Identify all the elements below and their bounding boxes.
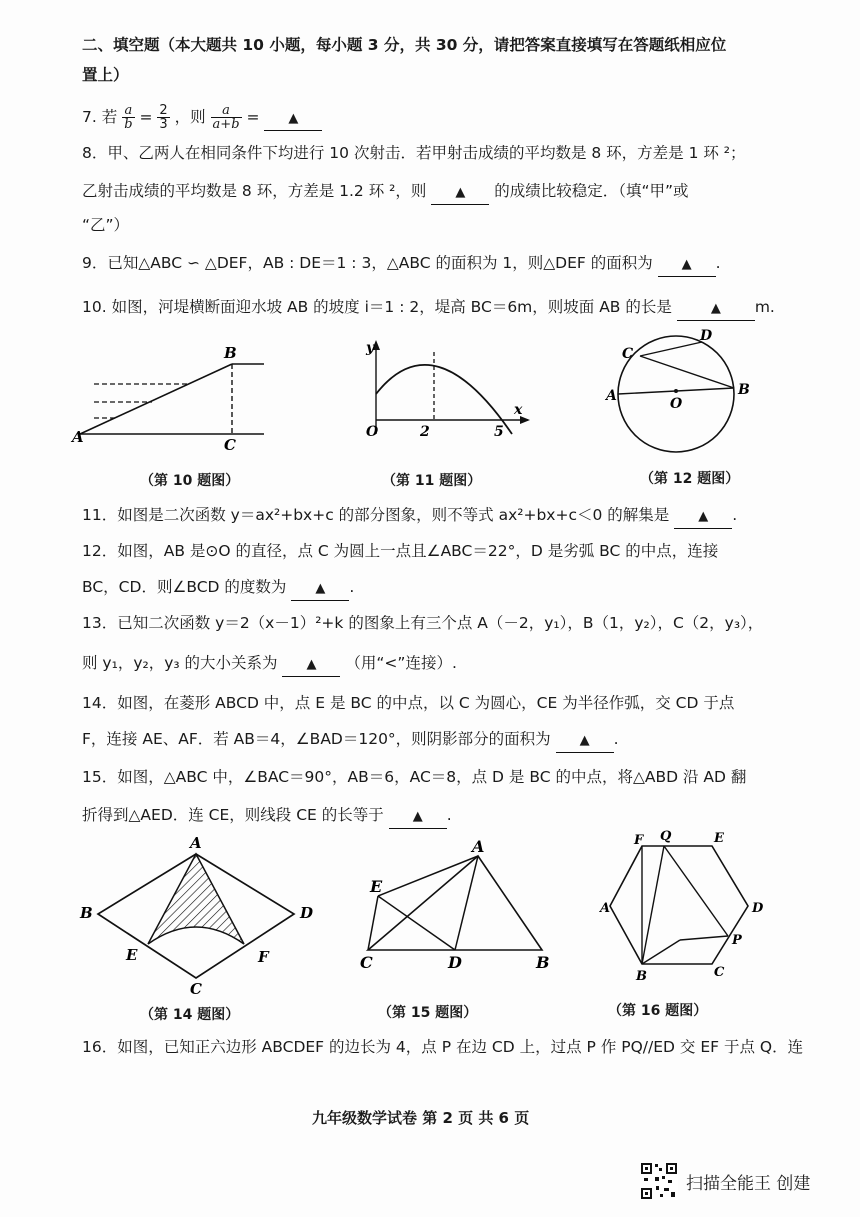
label-B: B	[536, 953, 550, 972]
label-y: y	[366, 340, 375, 356]
section-heading-cont: 置上）	[82, 66, 129, 84]
answer-blank-10: ▲	[677, 296, 755, 321]
figure-10-embankment	[72, 338, 272, 453]
fraction-a-over-ab: $\frac{a}{a+b}$	[212, 103, 240, 132]
caption-figure-10: （第 10 题图）	[140, 473, 240, 489]
label-Q: Q	[660, 829, 672, 844]
answer-blank-14: ▲	[556, 728, 614, 753]
label-E: E	[370, 877, 383, 896]
label-F: F	[258, 948, 269, 966]
fraction-2-over-3: $\frac{2}{3}$	[159, 103, 168, 132]
label-A: A	[472, 837, 485, 856]
label-A: A	[606, 388, 617, 404]
figure-16-hexagon	[600, 826, 770, 984]
question-8-line-2: 乙射击成绩的平均数是 8 环，方差是 1.2 环 ²，则 ▲ 的成绩比较稳定．（填“甲”或	[82, 180, 689, 205]
label-E: E	[126, 946, 138, 964]
question-8-line-1: 8．甲、乙两人在相同条件下均进行 10 次射击．若甲射击成绩的平均数是 8 环，方差是 1 环 ²；	[82, 144, 746, 162]
caption-figure-11: （第 11 题图）	[382, 473, 482, 489]
question-13-line-2: 则 y₁，y₂，y₃ 的大小关系为 ▲ （用“<”连接）.	[82, 652, 457, 677]
answer-blank-9: ▲	[658, 252, 716, 277]
question-12-line-2: BC，CD．则∠BCD 的度数为 ▲ .	[82, 576, 354, 601]
label-A: A	[190, 834, 202, 852]
label-O: O	[670, 396, 683, 412]
label-C: C	[360, 953, 373, 972]
scanner-watermark	[640, 1162, 810, 1200]
question-14-line-1: 14．如图，在菱形 ABCD 中，点 E 是 BC 的中点，以 C 为圆心，CE 为半径作弧，交 CD 于点	[82, 694, 735, 712]
answer-blank-12: ▲	[291, 576, 349, 601]
caption-figure-15: （第 15 题图）	[378, 1005, 478, 1021]
label-E: E	[714, 831, 724, 846]
label-C: C	[622, 346, 634, 362]
caption-figure-16: （第 16 题图）	[608, 1003, 708, 1019]
label-D: D	[700, 328, 713, 344]
figure-15-triangle	[352, 832, 562, 982]
label-D: D	[752, 901, 764, 916]
label-C: C	[190, 980, 202, 998]
caption-figure-14: （第 14 题图）	[140, 1007, 240, 1023]
label-C: C	[714, 965, 725, 980]
answer-blank-13: ▲	[282, 652, 340, 677]
question-16-line-1: 16．如图，已知正六边形 ABCDEF 的边长为 4，点 P 在边 CD 上，过点 P 作 PQ//ED 交 EF 于点 Q．连	[82, 1038, 804, 1056]
figure-12-circle	[604, 328, 764, 458]
label-D: D	[300, 904, 314, 922]
label-B: B	[738, 382, 750, 398]
question-11: 11．如图是二次函数 y＝ax²+bx+c 的部分图象，则不等式 ax²+bx+c＜0 的解集是 ▲ .	[82, 504, 737, 529]
fraction-a-over-b: $\frac{a}{b}$	[124, 103, 133, 132]
page-footer: 九年级数学试卷 第 2 页 共 6 页	[312, 1109, 530, 1127]
answer-blank-7: ▲	[264, 106, 322, 131]
label-x: x	[514, 402, 523, 418]
label-5: 5	[494, 424, 504, 440]
answer-blank-8: ▲	[431, 180, 489, 205]
label-2: 2	[420, 424, 430, 440]
question-8-line-3: “乙”）	[82, 216, 130, 234]
label-B: B	[80, 904, 93, 922]
question-10: 10. 如图，河堤横断面迎水坡 AB 的坡度 i＝1 : 2，堤高 BC＝6m，则坡面 AB 的长是 ▲ m.	[82, 296, 775, 321]
label-O: O	[366, 424, 379, 440]
caption-figure-12: （第 12 题图）	[640, 471, 740, 487]
label-C: C	[224, 436, 236, 454]
question-15-line-2: 折得到△AED．连 CE，则线段 CE 的长等于 ▲ .	[82, 804, 452, 829]
answer-blank-11: ▲	[674, 504, 732, 529]
answer-blank-15: ▲	[389, 804, 447, 829]
question-14-line-2: F，连接 AE、AF．若 AB＝4，∠BAD＝120°，则阴影部分的面积为 ▲ .	[82, 728, 619, 753]
label-A: A	[600, 901, 611, 916]
question-13-line-1: 13．已知二次函数 y＝2（x－1）²+k 的图象上有三个点 A（－2，y₁），B（1，y₂），C（2，y₃），	[82, 614, 764, 632]
question-7: 7. 若 $\frac{a}{b}$ = $\frac{2}{3}$ ，则 $\frac{a}{a+b}$ = ▲	[82, 104, 322, 131]
label-P: P	[732, 933, 742, 948]
label-B: B	[636, 969, 647, 984]
figure-14-rhombus	[76, 832, 326, 997]
qr-code-icon	[640, 1162, 678, 1200]
question-9: 9．已知△ABC ∽ △DEF，AB : DE＝1 : 3，△ABC 的面积为 1，则△DEF 的面积为 ▲ .	[82, 252, 721, 277]
question-12-line-1: 12．如图，AB 是⊙O 的直径，点 C 为圆上一点且∠ABC＝22°，D 是劣弧 BC 的中点，连接	[82, 542, 719, 560]
question-15-line-1: 15．如图，△ABC 中，∠BAC＝90°，AB＝6，AC＝8，点 D 是 BC 的中点，将△ABD 沿 AD 翻	[82, 768, 747, 786]
watermark-text: 扫描全能王 创建	[686, 1173, 811, 1194]
label-F: F	[634, 833, 644, 848]
label-A: A	[72, 428, 84, 446]
label-D: D	[448, 953, 462, 972]
label-B: B	[224, 344, 237, 362]
section-heading: 二、填空题（本大题共 10 小题，每小题 3 分，共 30 分，请把答案直接填写在答题纸相应位	[82, 36, 727, 54]
figure-11-parabola	[362, 338, 532, 448]
